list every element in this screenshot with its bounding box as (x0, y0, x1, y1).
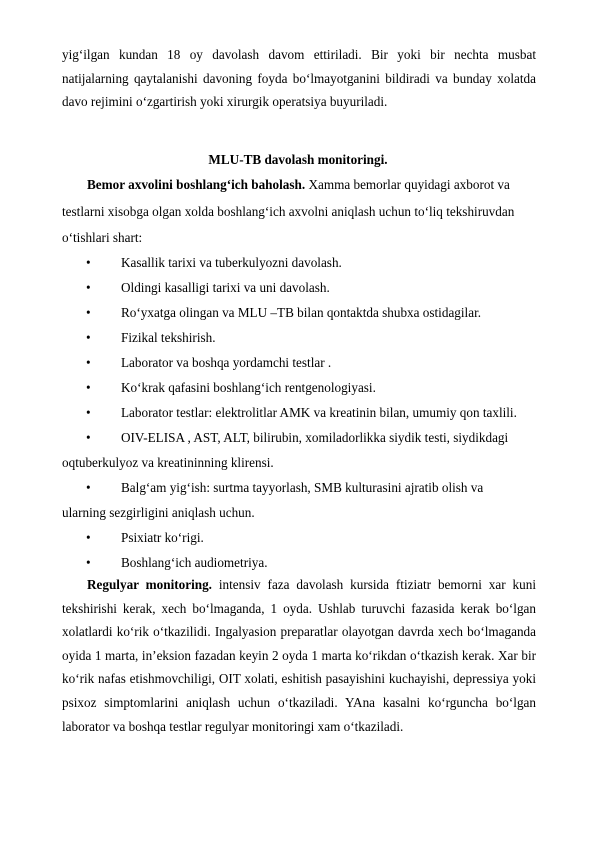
intro-paragraph: yig‘ilgan kundan 18 oy davolash davom ettiriladi. Bir yoki bir nechta musbat natijalarning qaytalanishi davoning foyda bo‘lmayotganini bildiradi va bunday xolatda davo rejimini o‘zgartirish yoki xirurgik operatsiya buyuriladi. (62, 47, 536, 110)
bullet-icon: • (86, 530, 91, 545)
baseline-heading: Bemor axvolini boshlang‘ich baholash. (87, 177, 306, 192)
list-item-text: Boshlang‘ich audiometriya. (121, 555, 268, 570)
list-item-text: OIV-ELISA , AST, ALT, bilirubin, xomiladorlikka siydik testi, siydikdagi (121, 430, 509, 445)
list-item-continuation: ularning sezgirligini aniqlash uchun. (62, 505, 255, 520)
baseline-line-2: testlarni xisobga olgan xolda boshlang‘ich axvolni aniqlash uchun to‘liq tekshiruvdan (62, 204, 515, 219)
bullet-icon: • (86, 280, 91, 295)
list-item-text: Fizikal tekshirish. (121, 330, 216, 345)
list-item-text: Ro‘yxatga olingan va MLU –TB bilan qontaktda shubxa ostidagilar. (121, 305, 482, 320)
list-item-text: Laborator testlar: elektrolitlar AMK va kreatinin bilan, umumiy qon taxlili. (121, 405, 517, 420)
baseline-line-1 (87, 174, 510, 196)
list-item-text: Ko‘krak qafasini boshlang‘ich rentgenologiyasi. (121, 380, 376, 395)
list-item-text: Laborator va boshqa yordamchi testlar . (121, 355, 332, 370)
bullet-icon: • (86, 480, 91, 495)
bullet-icon: • (86, 255, 91, 270)
list-item-text: Kasallik tarixi va tuberkulyozni davolash. (121, 255, 342, 270)
bullet-icon: • (86, 355, 91, 370)
regular-monitoring-heading: Regulyar monitoring. (87, 577, 212, 592)
list-item-continuation: oqtuberkulyoz va kreatininning klirensi. (62, 455, 274, 470)
bullet-icon: • (86, 405, 91, 420)
list-item-text: Oldingi kasalligi tarixi va uni davolash. (121, 280, 330, 295)
baseline-line1-text: Xamma bemorlar quyidagi axborot va (305, 177, 510, 192)
regular-monitoring-body: intensiv faza davolash kursida ftiziatr bemorni xar kuni tekshirishi kerak, xech bo‘lmaganda, 1 oyda. Ushlab turuvchi fazasida kerak bo‘lgan xolatlardi ko‘rik o‘tkazilidi. Ingalyasion preparatlar olayotgan davrda xech bo‘lmaganda oyida 1 marta, in’eksion fazadan keyin 2 oyda 1 marta ko‘rikdan o‘tkazish kerak. Xar bir ko‘rik nafas etishmovchiligi, OIT xolati, eshitish pasayishini kuchayishi, depressiya yoki psixoz simptomlarini aniqlash uchun o‘tkaziladi. YAna kasalni ko‘rguncha bo‘lgan laborator va boshqa testlar regulyar monitoringi xam o‘tkaziladi. (62, 577, 536, 734)
regular-monitoring-paragraph (62, 573, 536, 738)
bullet-icon: • (86, 380, 91, 395)
bullet-icon: • (86, 305, 91, 320)
baseline-line-3: o‘tishlari shart: (62, 230, 143, 245)
bullet-icon: • (86, 330, 91, 345)
section-title: MLU-TB davolash monitoringi. (208, 152, 388, 167)
list-item-text: Psixiatr ko‘rigi. (121, 530, 204, 545)
bullet-icon: • (86, 430, 91, 445)
bullet-icon: • (86, 555, 91, 570)
list-item-text: Balg‘am yig‘ish: surtma tayyorlash, SMB kulturasini ajratib olish va (121, 480, 484, 495)
